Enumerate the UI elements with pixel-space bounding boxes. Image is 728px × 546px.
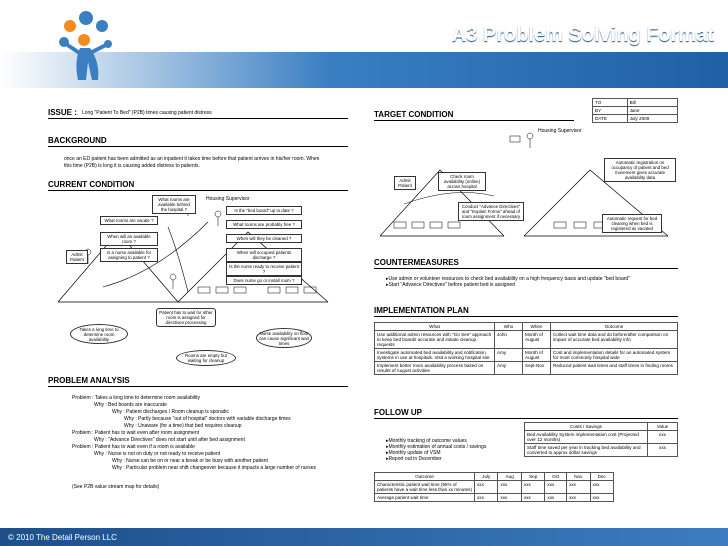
analysis-2: Why : Patient discharges / Room cleanup is sporadic xyxy=(112,409,229,415)
analysis-3: Why : Partly because "out of hospital" doctors with variable discharge times xyxy=(124,416,291,422)
analysis-8: Why : Nurse is not on duty or not ready to receive patient xyxy=(94,451,221,457)
header-cell: When xyxy=(523,323,551,331)
table-row xyxy=(593,115,678,123)
table-row xyxy=(525,444,678,457)
see-reference: (See P2B value stream map for details) xyxy=(72,484,160,490)
cc-cloud-nurse: Nurse availability on floor can cause significant wait times xyxy=(256,328,312,348)
cell: xxx xyxy=(590,494,613,502)
cell: xxx xyxy=(498,481,521,494)
cell: xxx xyxy=(521,481,544,494)
divider xyxy=(374,418,678,419)
cell: July 2009 xyxy=(627,115,677,123)
header-cell: Sep xyxy=(521,473,544,481)
header-cell: Aug xyxy=(498,473,521,481)
cc-cleaned: When will they be cleaned ? xyxy=(226,234,302,243)
countermeasure-0: Use admin or volunteer resources to check bed availability on a high frequency basis and update "bed board" xyxy=(388,276,630,282)
follow-0: Monthly tracking of outcome values xyxy=(388,438,467,444)
tc-auto-reg: Automatic registration on occupancy of patient and bed movement gives accurate availability data xyxy=(604,158,676,182)
cc-nurse-q: Is a nurse available for assigning to patient ? xyxy=(100,248,158,262)
cell: Characteristic patient wait time (95% of patients have a wait time less than xx minutes) xyxy=(375,481,475,494)
divider xyxy=(374,316,678,317)
background-line-2: this time (P2B) is long it is causing added distress to patients. xyxy=(64,163,200,169)
header-cell: Costs / Savings xyxy=(525,423,648,431)
cc-cloud-empty: Rooms are empty but waiting for cleanup xyxy=(176,350,236,366)
list-item xyxy=(386,282,630,288)
cc-vacate: What rooms are vacate ? xyxy=(100,216,158,225)
follow-2: Monthly update of VSM xyxy=(388,450,441,456)
table-row xyxy=(375,481,614,494)
table-row xyxy=(593,99,678,107)
follow-1: Monthly estimation of annual costs / savings xyxy=(388,444,487,450)
problem-analysis-title: PROBLEM ANALYSIS xyxy=(48,376,130,385)
cell: xxx xyxy=(567,494,590,502)
table-row xyxy=(375,331,678,349)
table-row xyxy=(375,349,678,362)
table-row xyxy=(375,362,678,375)
cell: xxx xyxy=(648,431,678,444)
header-cell: Value xyxy=(648,423,678,431)
target-condition-title: TARGET CONDITION xyxy=(374,110,454,119)
cell: Collect wait time data and do before/after comparison on impact of accurate bed availability info xyxy=(551,331,678,349)
analysis-6: Why : "Advance Directives" does not start until after bed assignment xyxy=(94,437,245,443)
header-cell: Oct xyxy=(545,473,567,481)
cell: Investigate automated bed availability and notification systems in use at hospitals. Visit a working hospital site xyxy=(375,349,495,362)
cc-cloud-time: Takes a long time to determine room availability xyxy=(70,324,128,344)
cell: xxx xyxy=(545,494,567,502)
cell: xxx xyxy=(648,444,678,457)
juggler-logo xyxy=(40,4,130,86)
cc-pick-up: Does nurse go or install room ? xyxy=(226,276,302,285)
cell: xxx xyxy=(475,494,498,502)
cell: Bill xyxy=(627,99,677,107)
cell: Amy xyxy=(495,349,523,362)
cell: Cost and implementation details for an automated system for most commonly hospital wide xyxy=(551,349,678,362)
table-row xyxy=(375,323,678,331)
analysis-1: Why : Bed boards are inaccurate xyxy=(94,402,167,408)
table-row xyxy=(593,107,678,115)
tc-check-room: Check room availability (online) across hospital xyxy=(438,172,486,191)
cell: xxx xyxy=(498,494,521,502)
cell: Bed Availability System implementation cost (Projected over 12 months) xyxy=(525,431,648,444)
cost-savings-table xyxy=(524,422,678,457)
tc-admit: Admit Patient xyxy=(394,176,416,190)
cell: xxx xyxy=(590,481,613,494)
cc-admit: Admit Patient xyxy=(66,250,88,264)
background-title: BACKGROUND xyxy=(48,136,107,145)
a3-sheet xyxy=(30,92,698,520)
analysis-7: Problem : Patient has to wait even if a room is available xyxy=(72,444,195,450)
issue-text: Long "Patient To Bed" (P2B) times causing patient distress xyxy=(82,110,212,116)
header-table xyxy=(592,98,678,123)
table-row xyxy=(375,473,614,481)
divider xyxy=(48,146,348,147)
cell: TO xyxy=(593,99,628,107)
cc-bubble-wait: Patient has to wait for other room is assigned for directives processing xyxy=(156,308,216,327)
background-line-1: once an ED patient has been admitted as an inpatient it takes time before that patient arrives in his/her room. When xyxy=(64,156,320,162)
countermeasure-1: Start "Advance Directives" before patient bed is assigned xyxy=(388,282,515,288)
cell: Staff time saved per year in tracking bed availability and converted to approx dollar savings xyxy=(525,444,648,457)
follow-up-list xyxy=(386,438,486,462)
divider xyxy=(48,386,348,387)
cc-nurse-ready: Is the nurse ready to receive patient ? xyxy=(226,262,302,276)
divider xyxy=(48,190,348,191)
header-cell: Nov xyxy=(567,473,590,481)
footer-copyright: © 2010 The Detail Person LLC xyxy=(0,528,728,546)
slide-header xyxy=(0,0,728,88)
outcome-table xyxy=(374,472,614,502)
analysis-10: Why : Particular problem near shift changeover because it impacts a large number of nurses xyxy=(112,465,316,471)
cell: BY xyxy=(593,107,628,115)
cell: Sept-Nov xyxy=(523,362,551,375)
cc-directives: When will occupied patients discharge ? xyxy=(226,248,302,262)
list-item xyxy=(386,456,486,462)
tc-housing: Housing Supervisor xyxy=(538,128,582,134)
cc-housing: Housing Supervisor xyxy=(206,196,250,202)
issue-label: ISSUE : xyxy=(48,108,77,117)
header-cell: Outcome xyxy=(375,473,475,481)
cell: Average patient wait time xyxy=(375,494,475,502)
cell: xxx xyxy=(545,481,567,494)
implementation-table xyxy=(374,322,678,375)
header-cell: July xyxy=(475,473,498,481)
table-row xyxy=(525,431,678,444)
countermeasure-list xyxy=(386,276,630,288)
cell: Amy xyxy=(495,362,523,375)
divider xyxy=(374,268,678,269)
current-condition-title: CURRENT CONDITION xyxy=(48,180,135,189)
cell: Implement better room availability process based on results of August activities xyxy=(375,362,495,375)
header-cell: What xyxy=(375,323,495,331)
cell: Use additional admin resources with "Go See" approach to keep bed boards accurate and initiate cleanup requests xyxy=(375,331,495,349)
table-row xyxy=(375,494,614,502)
cell: Reduced patient wait times and staff times in finding rooms xyxy=(551,362,678,375)
cell: xxx xyxy=(521,494,544,502)
cell: xxx xyxy=(567,481,590,494)
cc-when-avail: When will an available room ? xyxy=(100,232,158,246)
analysis-5: Problem : Patient has to wait even after room assignment xyxy=(72,430,200,436)
table-row xyxy=(525,423,678,431)
cell: xxx xyxy=(475,481,498,494)
tc-auto-req: Automatic request for bed cleaning when bed is registered as vacated xyxy=(602,214,662,233)
header-cell: Outcome xyxy=(551,323,678,331)
cell: Month of August xyxy=(523,349,551,362)
header-cell: Dec xyxy=(590,473,613,481)
slide-title: A3 Problem Solving Format xyxy=(451,24,714,46)
cell: Jane xyxy=(627,107,677,115)
cell: DATE xyxy=(593,115,628,123)
cell: Month of August xyxy=(523,331,551,349)
divider xyxy=(374,120,574,121)
analysis-0: Problem : Takes a long time to determine room availability xyxy=(72,395,201,401)
divider xyxy=(48,118,348,119)
follow-3: Report out in December xyxy=(388,456,442,462)
analysis-9: Why : Nurse can be on or near a break or be busy with another patient xyxy=(112,458,268,464)
analysis-4: Why : Unaware (for a time) that bed requires cleanup xyxy=(124,423,242,429)
cc-bed-board: Is the "bed board" up to date ? xyxy=(226,206,302,215)
follow-up-title: FOLLOW UP xyxy=(374,408,422,417)
cc-what-rooms: What rooms are available behind the hospital ? xyxy=(152,195,196,214)
header-cell: Who xyxy=(495,323,523,331)
tc-directives: Conduct "Advance Directives" and "Explain Forms" ahead of room assignment if necessary xyxy=(458,202,524,221)
cell: John xyxy=(495,331,523,349)
cc-prob-free: What rooms are probably free ? xyxy=(226,220,302,229)
countermeasures-title: COUNTERMEASURES xyxy=(374,258,459,267)
implementation-title: IMPLEMENTATION PLAN xyxy=(374,306,469,315)
